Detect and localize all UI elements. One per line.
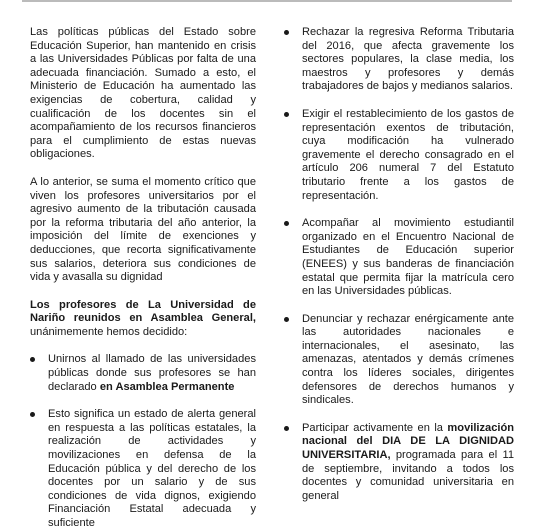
bullet-alerta-text: Esto significa un estado de alerta general en respuesta a las políticas estatales, la realización de actividades y movilizaciones en defensa de la Educación pública y del derecho de los docentes por un salario y de sus condiciones de vida dignos, exigiendo Financiación Estatal adecuada y suficiente <box>48 408 256 529</box>
bullet-icon <box>284 112 289 117</box>
bullet-asamblea-bold: en Asamblea Permanente <box>99 380 235 393</box>
bullet-alerta <box>30 408 256 530</box>
bullet-denunciar-text: Denunciar y rechazar enérgicamente ante las autoridades nacionales e internacionales, el asesinato, las amenazas, atentados y demás crímenes contra los líderes sociales, dirigentes defensores de derechos humanos y sindicales. <box>302 312 514 407</box>
intro-paragraph: Las políticas públicas del Estado sobre Educación Superior, han mantenido en crisis a las Universidades Públicas por falta de una adecuada financiación. Sumado a esto, el Ministerio de Educación ha aumentado las exigencias de cobertura, calidad y cualificación de los docentes sin el acompañamiento de los recursos financieros para el cumplimiento de estas nuevas obligaciones. <box>30 26 256 161</box>
bullet-icon <box>284 221 289 226</box>
bullet-icon <box>284 317 289 322</box>
bullet-movilizacion-pre: Participar activamente en la <box>302 421 443 434</box>
decision-paragraph <box>30 299 256 340</box>
bullet-reforma-text: Rechazar la regresiva Reforma Tributaria del 2016, que afecta gravemente los sectores populares, la clase media, los maestros y profesores y demás trabajadores de bajos y medianos salarios. <box>302 26 514 93</box>
top-rule <box>22 0 512 8</box>
bullet-estudiantil-text: Acompañar al movimiento estudiantil organizado en el Encuentro Nacional de Estudiantes de Educación superior (ENEES) y sus banderas de financiación estatal que permita fijar la matrícula cero en las Universidades públicas. <box>302 217 514 298</box>
bullet-denunciar <box>284 313 514 408</box>
bullet-asamblea-text: Unirnos al llamado de las universidades públicas donde sus profesores se han declarado <box>48 353 256 393</box>
bullet-gastos <box>284 108 514 203</box>
bullet-gastos-text: Exigir el restablecimiento de los gastos de representación exentos de tributación, cuya modificación ha vulnerado gravemente el derecho consagrado en el artículo 206 numeral 7 del Estatuto tributario frente a los gastos de representación. <box>302 107 514 202</box>
context-paragraph: A lo anterior, se suma el momento crítico que viven los profesores universitarios por el agresivo aumento de la tributación causada por la reforma tributaria del año anterior, la imposición del límite de exenciones y deducciones, que recorta significativamente sus salarios, deteriora sus condiciones de vida y avasalla su dignidad <box>30 175 256 284</box>
bullet-icon <box>30 357 35 362</box>
bullet-icon <box>284 426 289 431</box>
bullet-movilizacion-bold: movilización nacional del DIA DE LA DIGNIDAD UNIVERSITARIA, <box>302 421 515 462</box>
decision-bold: Los profesores de La Universidad de Nariño reunidos en Asamblea General, <box>30 298 256 325</box>
left-column <box>30 26 256 531</box>
bullet-icon <box>30 412 35 417</box>
bullet-reforma <box>284 26 514 94</box>
bullet-estudiantil <box>284 217 514 299</box>
bullet-movilizacion-post: programada para el 11 de septiembre, invitando a todos los docentes y comunidad universitaria en general <box>302 449 515 502</box>
right-column <box>284 26 514 503</box>
bullet-asamblea <box>30 353 256 394</box>
bullet-icon <box>284 30 289 35</box>
bullet-movilizacion <box>284 422 514 504</box>
decision-rest: unánimemente hemos decidido: <box>30 325 188 338</box>
